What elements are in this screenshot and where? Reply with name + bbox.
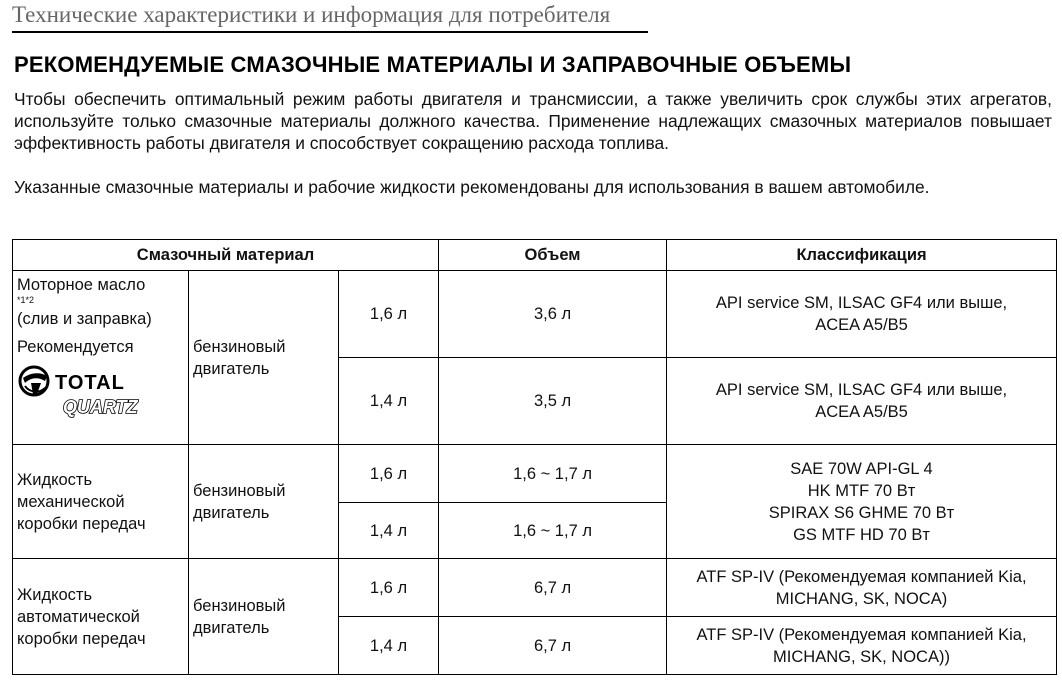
volume: 3,6 л [439, 271, 667, 358]
manual-fluid-name: Жидкость механической коробки передач [13, 445, 189, 559]
displacement: 1,4 л [339, 503, 439, 559]
displacement: 1,6 л [339, 271, 439, 358]
classification-line: ATF SP-IV (Рекомендуемая компанией Kia, [696, 567, 1027, 586]
displacement: 1,6 л [339, 559, 439, 617]
table-header-row [13, 240, 1057, 271]
classification [667, 358, 1057, 445]
classification-line: MICHANG, SK, NOCA)) [773, 647, 950, 666]
volume: 1,6 ~ 1,7 л [439, 503, 667, 559]
classification-line: ACEA A5/B5 [815, 316, 908, 334]
engine-type: бензиновый двигатель [189, 559, 339, 675]
intro-paragraph: Чтобы обеспечить оптимальный режим работы двигателя и трансмиссии, а также увеличить срок службы этих агрегатов, используйте только смазочные материалы должного качества. Применение надлежащих смазочных материалов повышает эффективность работы двигателя и способствует сокращению расхода топлива. [14, 89, 1052, 153]
footnote-marker: *1*2 [17, 295, 35, 305]
header-volume: Объем [439, 240, 667, 271]
header-classification: Классификация [667, 240, 1057, 271]
classification [667, 445, 1057, 559]
classification-line: GS MTF HD 70 Bт [793, 525, 930, 544]
displacement: 1,6 л [339, 445, 439, 503]
classification [667, 271, 1057, 358]
displacement: 1,4 л [339, 617, 439, 675]
table-row [13, 445, 1057, 503]
engine-type: бензиновый двигатель [189, 271, 339, 445]
classification-line: API service SM, ILSAC GF4 или выше, [715, 294, 1008, 312]
classification [667, 617, 1057, 675]
recommendation-paragraph: Указанные смазочные материалы и рабочие жидкости рекомендованы для использования в вашем автомобиле. [14, 177, 930, 197]
classification [667, 559, 1057, 617]
classification-line: ATF SP-IV (Рекомендуемая компанией Kia, [696, 625, 1027, 644]
lubricants-table [12, 239, 1057, 675]
classification-line: ACEA A5/B5 [815, 403, 908, 421]
recommended-label: Рекомендуется [17, 338, 134, 356]
engine-oil-name: Моторное масло [17, 276, 146, 294]
section-header [12, 1, 648, 33]
volume: 6,7 л [439, 617, 667, 675]
engine-type: бензиновый двигатель [189, 445, 339, 559]
table-row [13, 271, 1057, 358]
classification-line: API service SM, ILSAC GF4 или выше, [715, 381, 1008, 399]
engine-oil-cell [13, 271, 189, 445]
volume: 1,6 ~ 1,7 л [439, 445, 667, 503]
classification-line: SPIRAX S6 GHME 70 Bт [768, 503, 955, 522]
classification-line: MICHANG, SK, NOCA) [775, 589, 948, 608]
table-row [13, 559, 1057, 617]
displacement: 1,4 л [339, 358, 439, 445]
classification-line: HK MTF 70 Bт [807, 481, 916, 500]
total-logo-icon [17, 364, 157, 420]
section-header-text: Технические характеристики и информация для потребителя [12, 2, 611, 27]
volume: 6,7 л [439, 559, 667, 617]
logo-word-quartz: QUARTZ [63, 397, 138, 417]
logo-word-total: TOTAL [55, 372, 125, 394]
total-quartz-logo [17, 364, 184, 420]
engine-oil-note: (слив и заправка) [17, 310, 152, 328]
classification-line: SAE 70W API-GL 4 [790, 459, 933, 478]
automatic-fluid-name: Жидкость автоматической коробки передач [13, 559, 189, 675]
page-title: РЕКОМЕНДУЕМЫЕ СМАЗОЧНЫЕ МАТЕРИАЛЫ И ЗАПРАВОЧНЫЕ ОБЪЕМЫ [14, 52, 852, 77]
volume: 3,5 л [439, 358, 667, 445]
header-material: Смазочный материал [13, 240, 439, 271]
